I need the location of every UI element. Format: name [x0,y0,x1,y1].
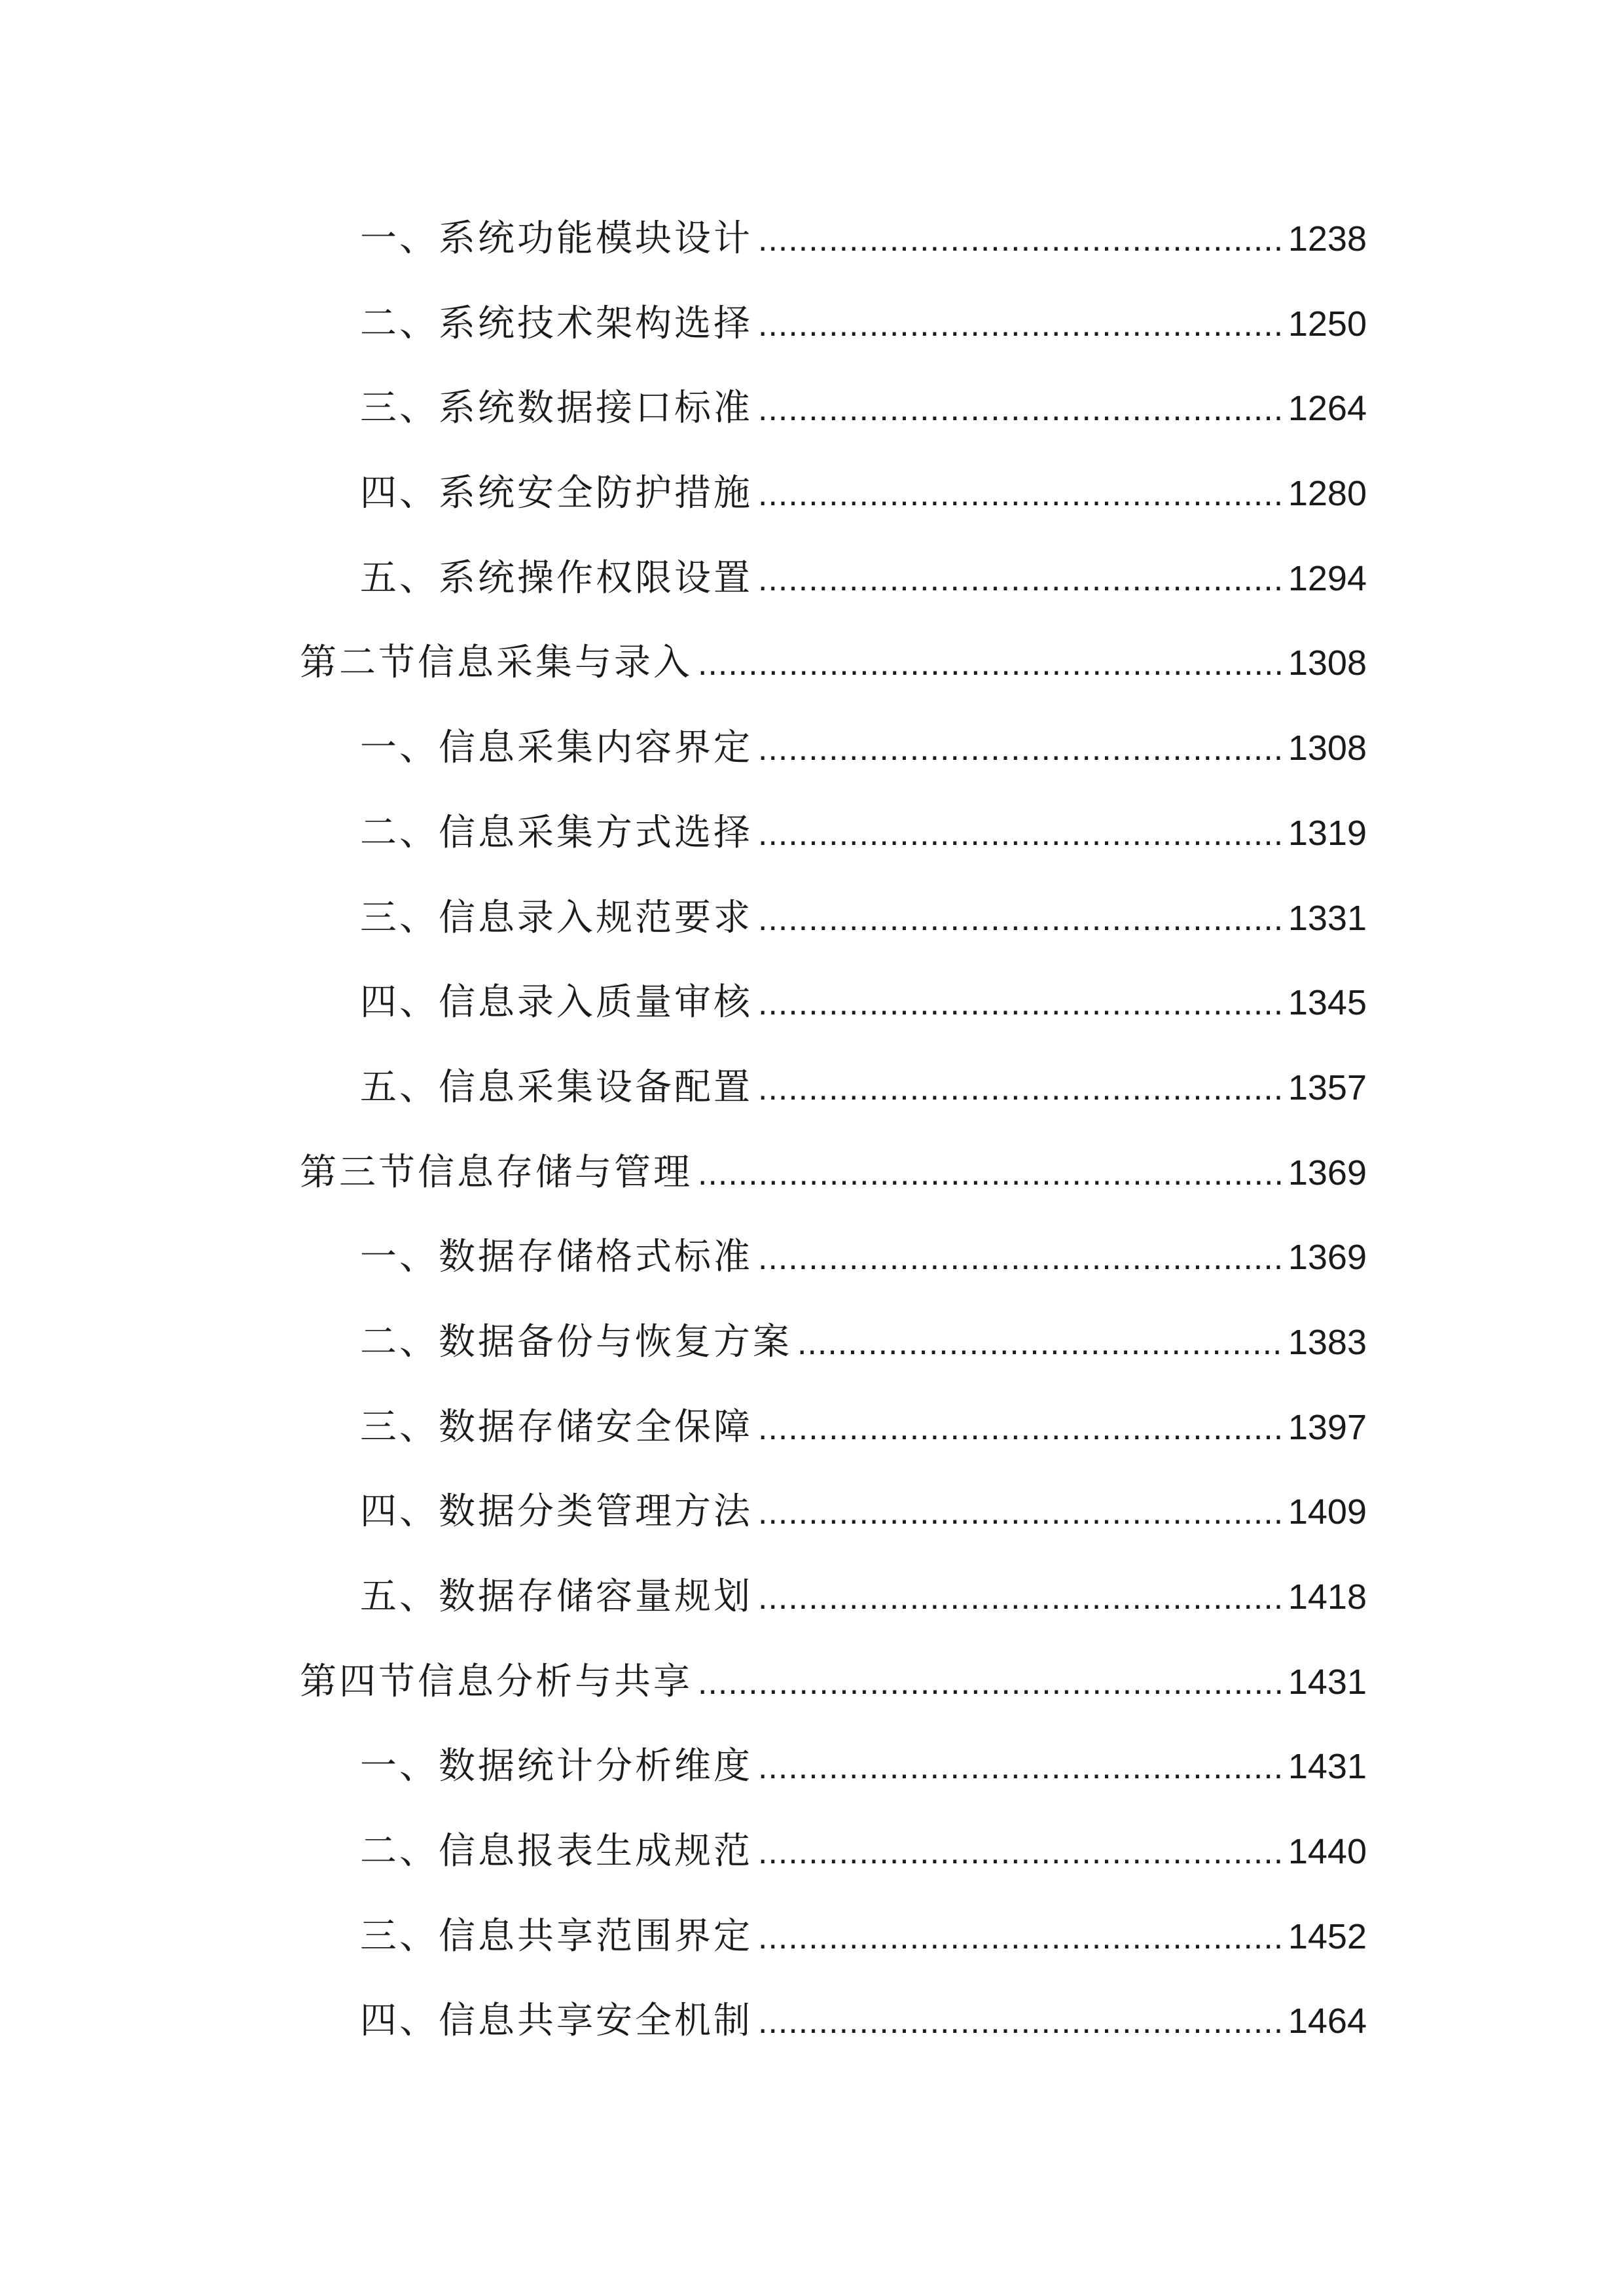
toc-entry[interactable] [300,1894,1367,1979]
toc-page-number: 1319 [1288,813,1367,853]
toc-entry-title: 一、数据统计分析维度 [360,1745,753,1788]
toc-page-number: 1280 [1288,474,1367,514]
toc-page-number: 1418 [1288,1577,1367,1617]
toc-entry[interactable] [300,791,1367,876]
toc-dot-leader [758,1554,1284,1641]
toc-page-number: 1250 [1288,304,1367,344]
toc-dot-leader [698,620,1284,707]
toc-dot-leader [758,281,1284,368]
toc-dot-leader [698,1130,1284,1217]
toc-dot-leader [758,451,1284,537]
toc-page-number: 1409 [1288,1492,1367,1532]
toc-entry-title: 二、系统技术架构选择 [360,302,753,345]
toc-entry[interactable] [300,1045,1367,1130]
toc-entry-title: 三、信息共享范围界定 [360,1914,753,1958]
toc-section-entry[interactable] [300,620,1367,706]
toc-entry[interactable] [300,366,1367,451]
toc-page-number: 1431 [1288,1662,1367,1702]
toc-entry-title: 一、数据存储格式标准 [360,1236,753,1279]
toc-entry-title: 三、数据存储安全保障 [360,1405,753,1448]
toc-page-number: 1369 [1288,1238,1367,1278]
toc-entry-title: 三、系统数据接口标准 [360,387,753,430]
toc-page-number: 1308 [1288,728,1367,768]
toc-entry-title: 三、信息录入规范要求 [360,896,753,939]
toc-dot-leader [758,366,1284,452]
toc-entry-title: 四、信息录入质量审核 [360,981,753,1024]
toc-entry[interactable] [300,1300,1367,1385]
toc-section-entry[interactable] [300,1130,1367,1215]
toc-page-number: 1452 [1288,1916,1367,1956]
toc-entry[interactable] [300,1215,1367,1300]
toc-entry[interactable] [300,960,1367,1045]
toc-page-number: 1383 [1288,1322,1367,1362]
toc-dot-leader [758,1809,1284,1895]
toc-dot-leader [758,960,1284,1047]
toc-dot-leader [758,196,1284,283]
toc-entry-title: 五、系统操作权限设置 [360,556,753,600]
toc-entry-title: 五、数据存储容量规划 [360,1575,753,1618]
toc-page-number: 1464 [1288,2001,1367,2041]
toc-entry-title: 二、信息采集方式选择 [360,811,753,854]
toc-entry-title: 二、数据备份与恢复方案 [360,1320,792,1363]
toc-entry[interactable] [300,1809,1367,1894]
toc-dot-leader [698,1640,1284,1726]
toc-entry[interactable] [300,1979,1367,2064]
toc-entry[interactable] [300,1385,1367,1470]
toc-page-number: 1345 [1288,983,1367,1023]
toc-dot-leader [758,1469,1284,1556]
toc-entry-title: 一、系统功能模块设计 [360,217,753,260]
toc-entry[interactable] [300,1469,1367,1554]
toc-section-title: 第二节信息采集与录入 [300,641,693,685]
toc-page-number: 1431 [1288,1747,1367,1787]
toc-entry-title: 四、数据分类管理方法 [360,1490,753,1534]
toc-entry[interactable] [300,451,1367,536]
toc-entry[interactable] [300,876,1367,961]
toc-page-number: 1440 [1288,1832,1367,1872]
toc-entry-title: 二、信息报表生成规范 [360,1830,753,1873]
toc-section-title: 第四节信息分析与共享 [300,1660,693,1703]
toc-entry-title: 一、信息采集内容界定 [360,726,753,770]
toc-page-number: 1369 [1288,1153,1367,1193]
toc-dot-leader [758,1724,1284,1810]
toc-dot-leader [758,791,1284,877]
toc-page-number: 1264 [1288,389,1367,429]
toc-section-entry[interactable] [300,1640,1367,1725]
toc-entry[interactable] [300,706,1367,791]
toc-page-number: 1357 [1288,1067,1367,1107]
toc-dot-leader [758,1385,1284,1471]
toc-entry[interactable] [300,281,1367,367]
toc-entry-title: 四、信息共享安全机制 [360,2000,753,2043]
toc-page-number: 1238 [1288,219,1367,259]
toc-dot-leader [758,1215,1284,1301]
toc-page-number: 1397 [1288,1407,1367,1447]
toc-dot-leader [758,876,1284,962]
toc-page-number: 1308 [1288,643,1367,683]
toc-entry[interactable] [300,1554,1367,1640]
toc-entry[interactable] [300,1724,1367,1809]
toc-entry[interactable] [300,536,1367,621]
toc-dot-leader [797,1300,1284,1386]
toc-dot-leader [758,706,1284,792]
toc-dot-leader [758,1979,1284,2065]
toc-section-title: 第三节信息存储与管理 [300,1151,693,1194]
toc-entry-title: 五、信息采集设备配置 [360,1066,753,1109]
toc-page-number: 1331 [1288,898,1367,938]
toc-entry[interactable] [300,196,1367,281]
toc-dot-leader [758,1894,1284,1981]
toc-dot-leader [758,536,1284,622]
table-of-contents [300,196,1367,2064]
toc-entry-title: 四、系统安全防护措施 [360,472,753,515]
toc-page-number: 1294 [1288,558,1367,598]
toc-dot-leader [758,1045,1284,1132]
